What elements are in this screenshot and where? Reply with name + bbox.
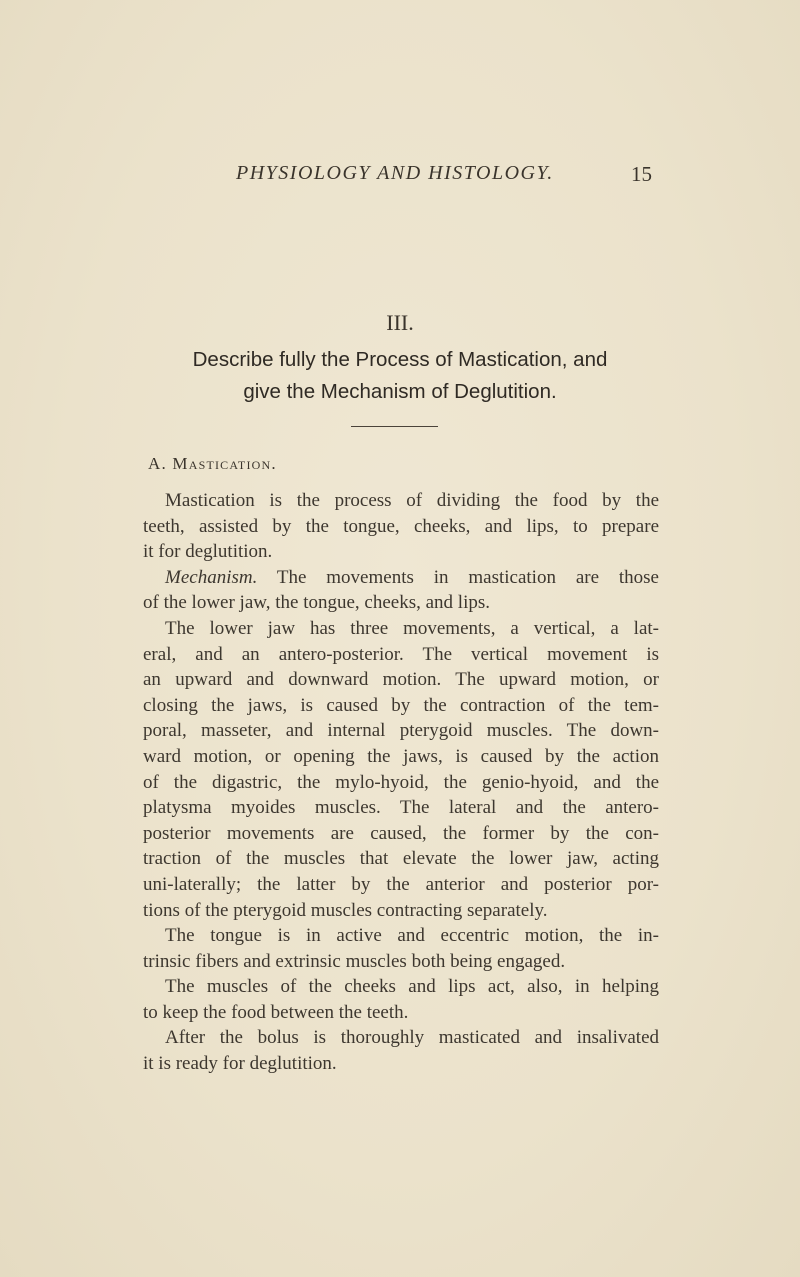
text-line: trinsic fibers and extrinsic muscles both being engaged. bbox=[143, 950, 566, 972]
text-line: eral, and an antero-posterior. The vertical movement is bbox=[143, 643, 659, 665]
text-line: of the lower jaw, the tongue, cheeks, and lips. bbox=[143, 592, 491, 614]
text-line: Mastication is the process of dividing the food by the bbox=[165, 490, 659, 511]
paragraph-3 bbox=[143, 616, 659, 923]
mechanism-label: Mechanism. bbox=[165, 566, 258, 588]
text-line: platysma myoides muscles. The lateral and the antero- bbox=[143, 797, 659, 819]
page-number: 15 bbox=[631, 162, 652, 186]
text-line: an upward and downward motion. The upward motion, or bbox=[143, 669, 659, 691]
subsection-heading bbox=[148, 454, 277, 474]
text-line: posterior movements are caused, the former by the con- bbox=[143, 822, 659, 844]
text-line: of the digastric, the mylo-hyoid, the genio-hyoid, and the bbox=[143, 771, 659, 793]
text-line: it for deglutition. bbox=[143, 541, 273, 563]
paragraph-6 bbox=[143, 1025, 659, 1076]
paragraph-1 bbox=[143, 488, 659, 565]
text-line: The muscles of the cheeks and lips act, also, in helping bbox=[165, 976, 659, 998]
question-line-1: Describe fully the Process of Mastication, and bbox=[192, 348, 608, 371]
question-line-2: give the Mechanism of Deglutition. bbox=[243, 380, 557, 403]
text-line: traction of the muscles that elevate the lower jaw, acting bbox=[143, 848, 659, 870]
text-line: tions of the pterygoid muscles contracting separately. bbox=[143, 899, 548, 921]
text-line: The lower jaw has three movements, a vertical, a lat- bbox=[165, 617, 659, 639]
text-line: After the bolus is thoroughly masticated and insalivated bbox=[165, 1027, 659, 1049]
running-head: PHYSIOLOGY AND HISTOLOGY. bbox=[236, 162, 554, 184]
text-line: teeth, assisted by the tongue, cheeks, and lips, to prepare bbox=[143, 515, 659, 537]
section-numeral: III. bbox=[386, 310, 414, 335]
text-line: closing the jaws, is caused by the contraction of the tem- bbox=[143, 694, 659, 716]
section-question bbox=[130, 344, 670, 408]
text-line: ward motion, or opening the jaws, is caused by the action bbox=[143, 745, 659, 767]
text-line: poral, masseter, and internal pterygoid muscles. The down- bbox=[143, 720, 659, 742]
text-line: it is ready for deglutition. bbox=[143, 1053, 337, 1075]
body-text bbox=[143, 488, 659, 1077]
text-line: The tongue is in active and eccentric motion, the in- bbox=[165, 925, 659, 947]
text-line: uni-laterally; the latter by the anterior and posterior por- bbox=[143, 873, 659, 895]
text-line bbox=[143, 565, 659, 591]
subsection-title: Mastication. bbox=[172, 454, 277, 473]
paragraph-2 bbox=[143, 565, 659, 616]
text-fragment: The movements in mastication are those bbox=[257, 566, 659, 588]
subsection-letter: A. bbox=[148, 454, 167, 473]
text-line: to keep the food between the teeth. bbox=[143, 1001, 409, 1023]
paragraph-4 bbox=[143, 923, 659, 974]
paragraph-5 bbox=[143, 974, 659, 1025]
divider-rule bbox=[351, 426, 438, 427]
